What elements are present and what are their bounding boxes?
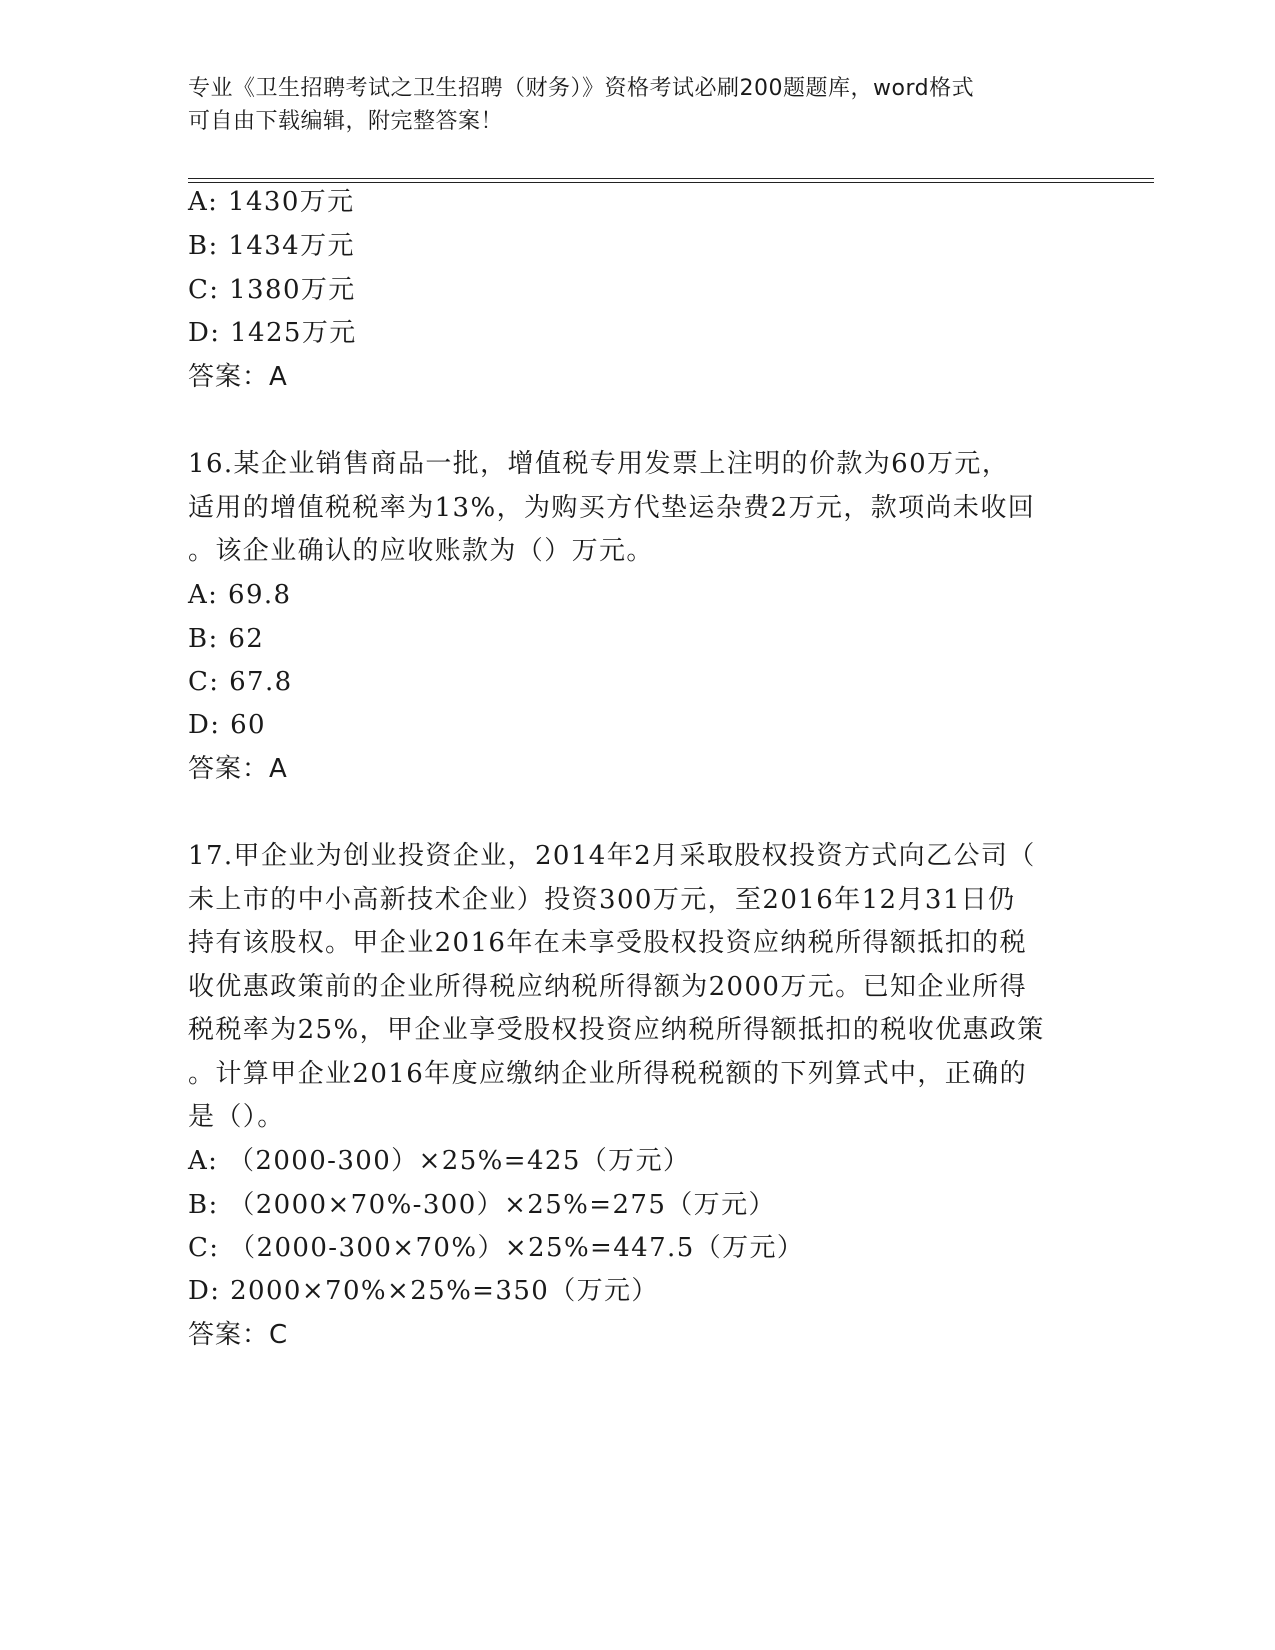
- q17-stem-line-6: 。计算甲企业2016年度应缴纳企业所得税税额的下列算式中，正确的: [188, 1059, 1027, 1089]
- q16-stem-line-3: 。该企业确认的应收账款为（）万元。: [188, 536, 654, 566]
- q15-answer: 答案：A: [188, 362, 288, 392]
- q15-option-b: B: 1434万元: [188, 231, 355, 261]
- header-line-1: 专业《卫生招聘考试之卫生招聘（财务）》资格考试必刷200题题库，word格式: [188, 76, 975, 101]
- q15-option-a: A: 1430万元: [188, 187, 355, 217]
- q17-answer: 答案：C: [188, 1320, 289, 1350]
- q17-option-d: D: 2000×70%×25%=350（万元）: [188, 1276, 659, 1306]
- document-page: [188, 0, 1148, 1650]
- q16-option-c: C: 67.8: [188, 667, 293, 697]
- q16-answer: 答案：A: [188, 754, 288, 784]
- q17-option-c: C: （2000-300×70%）×25%=447.5（万元）: [188, 1233, 805, 1263]
- q15-option-d: D: 1425万元: [188, 318, 357, 348]
- document-header: [188, 72, 1068, 138]
- q16-option-a: A: 69.8: [188, 580, 292, 610]
- q17-stem-line-1: 17.甲企业为创业投资企业，2014年2月采取股权投资方式向乙公司（: [188, 841, 1036, 871]
- q16-option-b: B: 62: [188, 624, 265, 654]
- q16-stem-line-1: 16.某企业销售商品一批，增值税专用发票上注明的价款为60万元，: [188, 449, 1010, 479]
- q15-option-c: C: 1380万元: [188, 275, 356, 305]
- q16-stem-line-2: 适用的增值税税率为13%，为购买方代垫运杂费2万元，款项尚未收回: [188, 493, 1036, 523]
- q17-stem-line-4: 收优惠政策前的企业所得税应纳税所得额为2000万元。已知企业所得: [188, 972, 1027, 1002]
- header-line-2: 可自由下载编辑，附完整答案！: [188, 109, 504, 134]
- q17-stem-line-7: 是（）。: [188, 1102, 285, 1132]
- q17-option-a: A: （2000-300）×25%=425（万元）: [188, 1146, 691, 1176]
- q17-stem-line-5: 税税率为25%，甲企业享受股权投资应纳税所得额抵扣的税收优惠政策: [188, 1015, 1045, 1045]
- q16-option-d: D: 60: [188, 710, 266, 740]
- q17-option-b: B: （2000×70%-300）×25%=275（万元）: [188, 1190, 776, 1220]
- header-divider: [188, 178, 1154, 183]
- q17-stem-line-2: 未上市的中小高新技术企业）投资300万元，至2016年12月31日仍: [188, 885, 1016, 915]
- q17-stem-line-3: 持有该股权。甲企业2016年在未享受股权投资应纳税所得额抵扣的税: [188, 928, 1027, 958]
